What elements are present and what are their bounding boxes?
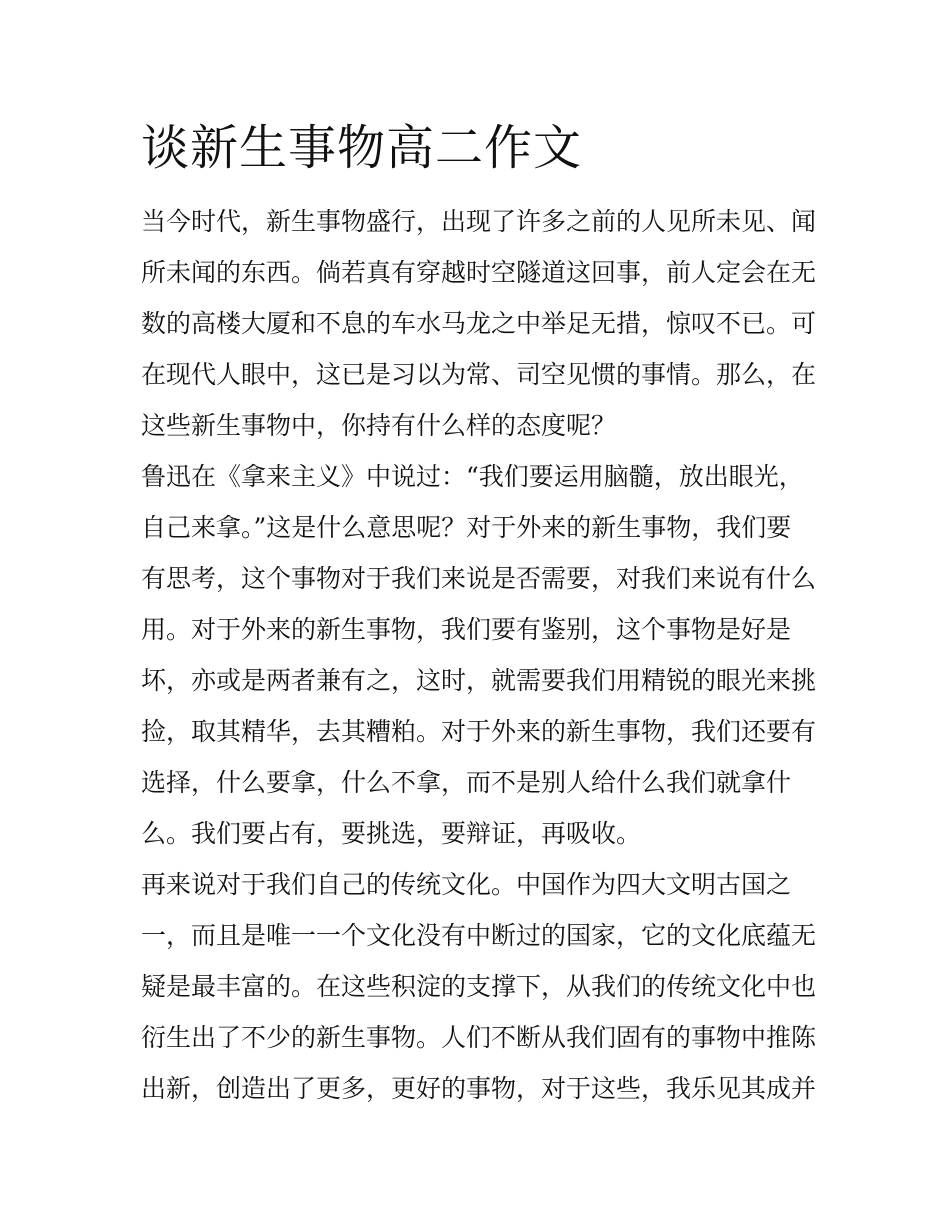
text-line: 么。我们要占有，要挑选，要辩证，再吸收。 xyxy=(141,819,642,848)
text-line: 所未闻的东西。倘若真有穿越时空隧道这回事，前人定会在无 xyxy=(141,258,817,287)
document-body xyxy=(141,196,841,1114)
text-line: 鲁迅在《拿来主义》中说过：“我们要运用脑髓，放出眼光， xyxy=(141,462,804,491)
text-line: 有思考，这个事物对于我们来说是否需要，对我们来说有什么 xyxy=(141,564,817,593)
text-line: 再来说对于我们自己的传统文化。中国作为四大文明古国之 xyxy=(141,870,792,899)
text-line: 疑是最丰富的。在这些积淀的支撑下，从我们的传统文化中也 xyxy=(141,972,817,1001)
document-title: 谈新生事物高二作文 xyxy=(141,120,583,176)
text-line: 数的高楼大厦和不息的车水马龙之中举足无措，惊叹不已。可 xyxy=(141,309,817,338)
text-line: 用。对于外来的新生事物，我们要有鉴别，这个事物是好是 xyxy=(141,615,792,644)
text-line: 在现代人眼中，这已是习以为常、司空见惯的事情。那么，在 xyxy=(141,360,817,389)
text-line: 捡，取其精华，去其糟粕。对于外来的新生事物，我们还要有 xyxy=(141,717,817,746)
text-line: 坏，亦或是两者兼有之，这时，就需要我们用精锐的眼光来挑 xyxy=(141,666,817,695)
text-line: 这些新生事物中，你持有什么样的态度呢？ xyxy=(141,411,617,440)
text-line: 选择，什么要拿，什么不拿，而不是别人给什么我们就拿什 xyxy=(141,768,792,797)
text-line: 出新，创造出了更多，更好的事物，对于这些，我乐见其成并 xyxy=(141,1074,817,1103)
text-line: 当今时代，新生事物盛行，出现了许多之前的人见所未见、闻 xyxy=(141,207,817,236)
text-line: 自己来拿。”这是什么意思呢？对于外来的新生事物，我们要 xyxy=(141,513,792,542)
text-line: 衍生出了不少的新生事物。人们不断从我们固有的事物中推陈 xyxy=(141,1023,817,1052)
text-line: 一，而且是唯一一个文化没有中断过的国家，它的文化底蕴无 xyxy=(141,921,817,950)
